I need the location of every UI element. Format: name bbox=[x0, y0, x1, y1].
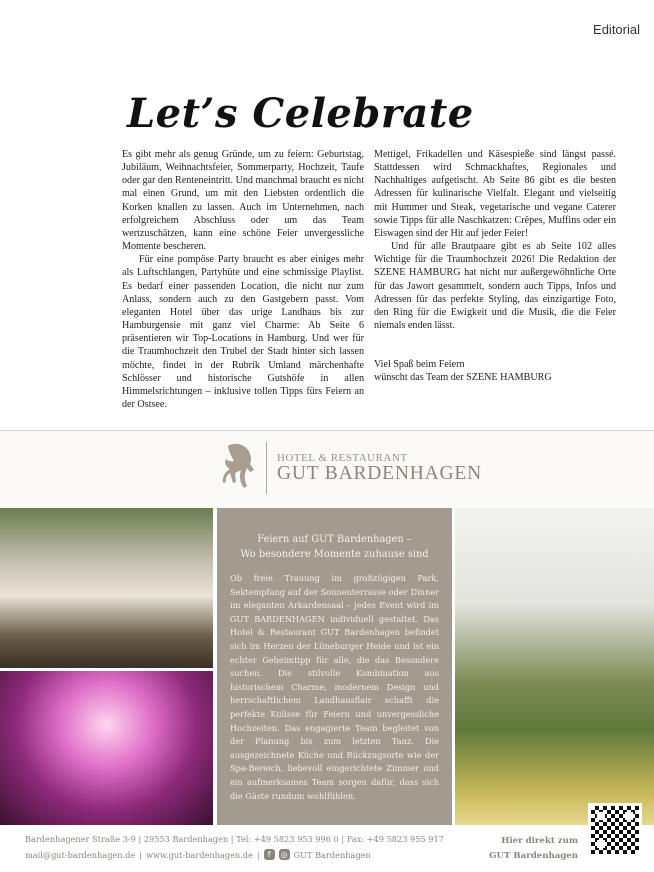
logo-name: GUT BARDENHAGEN bbox=[277, 463, 483, 484]
horse-logo-icon bbox=[218, 442, 256, 494]
photo-wedding-couple bbox=[455, 508, 654, 825]
article-column-right bbox=[374, 148, 616, 385]
social-handle: GUT Bardenhagen bbox=[293, 849, 371, 860]
email-link[interactable]: mail@gut-bardenhagen.de bbox=[25, 849, 136, 860]
article-column-left bbox=[122, 148, 364, 411]
signoff-line-1: Viel Spaß beim Feiern bbox=[374, 359, 465, 371]
ad-body: Ob freie Trauung im großzügigen Park, Sektempfang auf der Sonnenterrasse oder Dinner im eleganten Arkardensaal – jedes Event wird im GUT BARDENHAGEN individuell gestaltet. Das Hotel & Restaurant GUT Bardenhagen befindet sich im Herzen der Lüneburger Heide und ist ein echter Geheimtipp für alle, die das Besondere suchen. Die stilvolle Kombination aus historischem Charme, modernem Design und herrschaftlichem Landhausflair schafft die perfekte Kulisse für Feiern und unvergessliche Hochzeiten. Das engagierte Team begleitet von der Planung bis zum letzten Tanz. Die ausgezeichnete Küche und Rückzugsorte wie der Spa-Bereich, liebevoll eingerichtete Zimmer und ein aufmerksames Team sorgen dafür, dass sich die Gäste rundum wohlfühlen. bbox=[230, 573, 439, 801]
contact-address: Bardenhagener Straße 3-9 | 29553 Bardenhagen | Tel: +49 5823 953 996 0 | Fax: +49 5823 955 917 bbox=[25, 834, 444, 844]
paragraph: Für eine pompöse Party braucht es aber einiges mehr als Luftschlangen, Partyhüte und eine schmissige Playlist. Es bedarf einer passenden Location, die nicht nur zum Anlass, sondern auch zu den Gastgebern passt. Vom eleganten Hotel über das urige Landhaus bis zur Hamburgensie mit ganz viel Charme: Ab Seite 6 präsentieren wir Top-Locations in Hamburg. Und wer für die Traumhochzeit den Trubel der Stadt hinter sich lassen möchte, findet in der Rubrik Umland märchenhafte Schlösser und historische Gutshöfe in allen Himmelsrichtungen – inklusive tollen Tipps fürs Feiern an der Ostsee. bbox=[122, 254, 364, 410]
section-label: Editorial bbox=[593, 22, 640, 37]
ad-heading-line-2: Wo besondere Momente zuhause sind bbox=[240, 549, 429, 560]
signoff bbox=[374, 358, 616, 384]
photo-banquet-table bbox=[0, 508, 213, 668]
ad-text-box bbox=[217, 508, 452, 825]
signoff-line-2: wünscht das Team der SZENE HAMBURG bbox=[374, 372, 552, 384]
cta-line-1: Hier direkt zum bbox=[501, 836, 578, 846]
qr-code[interactable] bbox=[588, 803, 642, 857]
instagram-icon[interactable]: ◎ bbox=[279, 849, 290, 860]
qr-code-pattern bbox=[591, 806, 639, 854]
facebook-icon[interactable]: f bbox=[264, 849, 275, 860]
photo-event-hall bbox=[0, 671, 213, 825]
website-link[interactable]: www.gut-bardenhagen.de bbox=[146, 849, 253, 860]
separator: | bbox=[139, 849, 143, 860]
logo-subtitle: HOTEL & RESTAURANT bbox=[277, 452, 408, 464]
hotel-logo bbox=[218, 442, 482, 494]
paragraph: Mettigel, Frikadellen und Käsespieße sind längst passé. Stattdessen wird Schmackhaftes, Regionales und Nachhaltiges aufgetischt. Ab Seite 86 gibt es die besten Adressen für kulinarische Vielfalt. Elegant und vielseitig mit Hummer und Steak, vegetarische und vegane Caterer sowie Tipps für alle Naschkatzen: Crêpes, Muffins oder ein Eiswagen sind der Hit auf jeder Feier! bbox=[374, 149, 616, 239]
ad-heading bbox=[230, 532, 439, 562]
page-title: Let’s Celebrate bbox=[127, 90, 474, 137]
ad-footer bbox=[0, 825, 654, 872]
separator: | bbox=[256, 849, 260, 860]
paragraph: Es gibt mehr als genug Gründe, um zu feiern: Geburtstag, Jubiläum, Weihnachtsfeier, Sommerparty, Hochzeit, Taufe oder gar den Renteneintritt. Und manchmal braucht es nicht mal einen Grund, um mit den Liebsten ordentlich die Korken knallen zu lassen. Auch im Unternehmen, nach erfolgreichem Abschluss oder um das Team wertzuschätzen, kann eine schöne Feier unvergessliche Momente bescheren. bbox=[122, 149, 364, 253]
cta-line-2: GUT Bardenhagen bbox=[489, 851, 578, 861]
logo-divider bbox=[266, 442, 267, 494]
qr-cta bbox=[489, 834, 578, 864]
ad-heading-line-1: Feiern auf GUT Bardenhagen – bbox=[257, 534, 412, 545]
contact-online bbox=[25, 849, 371, 860]
paragraph: Und für alle Brautpaare gibt es ab Seite 102 alles Wichtige für die Traumhochzeit 2026! Die Redaktion der SZENE HAMBURG hat nicht nur außergewöhnliche Orte für das Jawort gesammelt, sondern auch Tipps, Infos und Adressen für das perfekte Styling, das einzigartige Foto, den Ring für die Ewigkeit und die Musik, die die Feier niemals enden lässt. bbox=[374, 241, 616, 332]
